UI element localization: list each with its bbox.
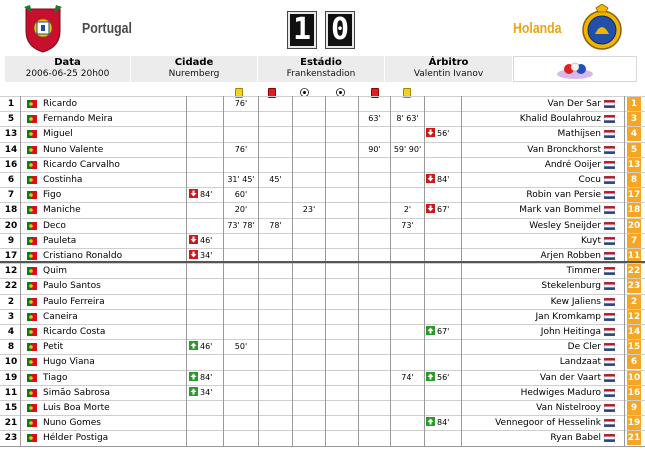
score-away: 0: [326, 12, 354, 48]
netherlands-crest-icon: [581, 4, 623, 52]
away-substitution: [426, 416, 461, 430]
home-team-name: Portugal: [82, 20, 132, 37]
table-row: [0, 415, 645, 430]
starters-subs-divider: [0, 261, 645, 263]
home-shirt-number: 20: [4, 220, 18, 231]
netherlands-flag-icon: [604, 237, 615, 245]
home-player-name: Ricardo: [43, 99, 77, 109]
table-row: [0, 111, 645, 126]
away-shirt-number: 20: [627, 220, 641, 231]
netherlands-flag-icon: [604, 206, 615, 214]
table-row: [0, 218, 645, 233]
home-shirt-number: 6: [4, 173, 18, 187]
netherlands-flag-icon: [604, 191, 615, 199]
home-player-name: Petit: [43, 342, 64, 353]
column-divider: [223, 96, 224, 447]
portugal-crest-icon: [22, 3, 64, 53]
table-row: [0, 294, 645, 309]
home-shirt-number: 10: [4, 357, 18, 368]
portugal-flag-icon: [27, 374, 37, 382]
away-substitution-minute: 67': [437, 205, 450, 215]
home-shirt-number: 5: [4, 112, 18, 126]
home-player-name: Maniche: [43, 205, 81, 216]
world-cup-logo-icon: [553, 59, 597, 81]
portugal-flag-icon: [27, 115, 37, 123]
home-shirt-number: 21: [4, 418, 18, 429]
away-player-name: Mark van Bommel: [519, 205, 601, 216]
substitution-in-icon: [189, 372, 198, 381]
away-player-name: Hedwiges Maduro: [520, 387, 601, 398]
portugal-flag-icon: [27, 252, 37, 260]
portugal-flag-icon: [27, 404, 37, 412]
info-city: [131, 56, 258, 82]
portugal-flag-icon: [27, 237, 37, 245]
stadium-value: Frankenstadion: [286, 69, 356, 79]
table-row: [0, 370, 645, 385]
home-substitution-minute: 46': [200, 342, 213, 352]
table-row: [0, 96, 645, 111]
netherlands-flag-icon: [604, 161, 615, 169]
away-player-name: Landzaat: [559, 357, 601, 368]
away-shirt-number: 12: [627, 311, 641, 322]
event-minutes: 90': [368, 144, 381, 154]
referee-label: Árbitro: [428, 57, 469, 68]
event-minutes: 50': [234, 342, 248, 352]
home-shirt-number: 11: [4, 387, 18, 398]
substitution-out-icon: [426, 128, 435, 137]
table-row: [0, 309, 645, 324]
home-substitution-minute: 46': [200, 235, 213, 245]
netherlands-flag-icon: [604, 434, 615, 442]
substitution-in-icon: [426, 417, 435, 426]
away-shirt-number: 4: [627, 127, 641, 141]
table-row: [0, 430, 645, 445]
away-shirt-number: 13: [627, 159, 641, 170]
netherlands-flag-icon: [604, 358, 615, 366]
table-row: [0, 400, 645, 415]
away-substitution: [426, 203, 461, 217]
home-player-name: Pauleta: [43, 235, 77, 246]
away-player-name: Khalid Boulahrouz: [519, 114, 601, 125]
away-player-name: Van der Vaart: [539, 372, 601, 383]
netherlands-flag-icon: [604, 115, 615, 123]
netherlands-flag-icon: [604, 343, 615, 351]
away-player-name: Van Bronckhorst: [527, 144, 601, 155]
away-shirt-number: 5: [627, 143, 641, 157]
away-player-name: Wesley Sneijder: [529, 220, 601, 231]
home-shirt-number: 23: [4, 433, 18, 444]
home-substitution-minute: 34': [200, 387, 213, 397]
netherlands-flag-icon: [604, 404, 615, 412]
home-player-name: Deco: [43, 220, 66, 231]
portugal-flag-icon: [27, 176, 37, 184]
home-player-name: Quim: [43, 266, 68, 277]
away-shirt-number: 15: [627, 342, 641, 353]
home-shirt-number: 22: [4, 281, 18, 292]
home-shirt-number: 13: [4, 129, 18, 140]
home-player-name: Simão Sabrosa: [43, 387, 111, 398]
netherlands-flag-icon: [604, 298, 615, 306]
home-player-name: Miguel: [43, 129, 73, 140]
table-row: [0, 142, 645, 157]
away-player-name: Mathijsen: [557, 129, 601, 140]
column-divider: [624, 96, 625, 447]
table-bottom-border: [0, 446, 645, 447]
info-date: [5, 56, 131, 82]
away-player-name: Van Nistelrooy: [536, 403, 601, 413]
away-shirt-number: 8: [627, 173, 641, 187]
event-minutes: 59' 90': [393, 144, 422, 154]
away-player-name: Vennegoor of Hesselink: [495, 418, 601, 429]
away-shirt-number: 7: [627, 234, 641, 248]
away-shirt-number: 14: [627, 327, 641, 337]
portugal-flag-icon: [27, 419, 37, 427]
away-shirt-number: 11: [627, 251, 641, 261]
event-minutes: 23': [302, 205, 316, 215]
column-divider: [258, 96, 259, 447]
away-substitution: [426, 325, 461, 339]
netherlands-flag-icon: [604, 374, 615, 382]
away-shirt-number: 23: [627, 281, 641, 292]
netherlands-flag-icon: [604, 176, 615, 184]
portugal-flag-icon: [27, 206, 37, 214]
home-shirt-number: 2: [4, 295, 18, 309]
info-stadium: [258, 56, 385, 82]
away-substitution: [426, 371, 461, 385]
away-shirt-number: 9: [627, 401, 641, 415]
event-minutes: 78': [269, 220, 282, 230]
home-shirt-number: 3: [4, 310, 18, 324]
portugal-flag-icon: [27, 298, 37, 306]
portugal-flag-icon: [27, 434, 37, 442]
column-divider: [20, 96, 21, 447]
home-player-name: Paulo Santos: [43, 281, 101, 292]
table-row: [0, 187, 645, 202]
away-substitution-minute: 67': [437, 327, 450, 336]
away-substitution: [426, 173, 461, 187]
home-shirt-number: 19: [4, 372, 18, 383]
netherlands-flag-icon: [604, 146, 615, 154]
event-minutes: 63': [368, 114, 381, 124]
home-shirt-number: 14: [4, 144, 18, 155]
netherlands-flag-icon: [604, 313, 615, 321]
away-shirt-number: 17: [627, 190, 641, 201]
home-player-name: Luis Boa Morte: [43, 403, 110, 413]
away-player-name: Jan Kromkamp: [535, 311, 601, 322]
netherlands-flag-icon: [604, 419, 615, 427]
away-substitution-minute: 56': [437, 129, 450, 139]
home-player-name: Nuno Gomes: [43, 418, 101, 429]
away-player-name: Arjen Robben: [540, 251, 601, 261]
event-minutes: 73': [401, 220, 414, 230]
netherlands-flag-icon: [604, 252, 615, 260]
away-player-name: Ryan Babel: [550, 433, 601, 444]
table-row: [0, 339, 645, 354]
table-row: [0, 126, 645, 141]
away-substitution-minute: 84': [437, 418, 450, 428]
home-player-name: Hugo Viana: [43, 357, 95, 368]
city-value: Nuremberg: [168, 69, 220, 79]
portugal-flag-icon: [27, 130, 37, 138]
world-cup-logo: [513, 56, 637, 82]
portugal-flag-icon: [27, 267, 37, 275]
away-substitution: [426, 127, 461, 141]
away-player-name: André Ooijer: [544, 159, 601, 170]
match-header: [0, 0, 645, 56]
away-player-name: Cocu: [578, 175, 601, 185]
home-substitution-minute: 34': [200, 251, 213, 260]
portugal-flag-icon: [27, 222, 37, 230]
home-player-name: Figo: [43, 190, 62, 201]
substitution-in-icon: [426, 372, 435, 381]
table-row: [0, 157, 645, 172]
home-shirt-number: 7: [4, 188, 18, 202]
event-minutes: 76': [234, 144, 248, 154]
away-shirt-number: 16: [627, 387, 641, 398]
column-divider: [461, 96, 462, 447]
home-player-name: Costinha: [43, 175, 83, 185]
home-player-name: Fernando Meira: [43, 114, 113, 125]
away-player-name: Van Der Sar: [547, 99, 601, 109]
column-divider: [186, 96, 187, 447]
netherlands-flag-icon: [604, 282, 615, 290]
table-row: [0, 278, 645, 293]
event-minutes: 20': [234, 205, 248, 215]
home-player-name: Ricardo Carvalho: [43, 159, 120, 170]
away-player-name: Kuyt: [580, 235, 601, 246]
netherlands-flag-icon: [604, 130, 615, 138]
home-substitution: [189, 386, 223, 400]
referee-value: Valentin Ivanov: [413, 69, 484, 79]
portugal-flag-icon: [27, 358, 37, 366]
event-minutes: 45': [269, 175, 282, 184]
netherlands-flag-icon: [604, 222, 615, 230]
stadium-label: Estádio: [300, 57, 342, 68]
substitution-in-icon: [426, 326, 435, 335]
portugal-flag-icon: [27, 313, 37, 321]
home-substitution: [189, 340, 223, 354]
table-row: [0, 324, 645, 339]
home-shirt-number: 1: [4, 97, 18, 111]
event-minutes: 74': [401, 372, 414, 382]
portugal-flag-icon: [27, 389, 37, 397]
home-substitution: [189, 234, 223, 248]
table-row: [0, 263, 645, 278]
substitution-out-icon: [189, 235, 198, 244]
home-shirt-number: 18: [4, 205, 18, 216]
portugal-flag-icon: [27, 100, 37, 108]
away-shirt-number: 18: [627, 205, 641, 216]
home-substitution-minute: 84': [200, 190, 213, 200]
substitution-out-icon: [189, 250, 198, 259]
home-shirt-number: 17: [4, 251, 18, 261]
event-minutes: 73' 78': [227, 220, 255, 230]
portugal-flag-icon: [27, 328, 37, 336]
home-player-name: Hélder Postiga: [43, 433, 109, 444]
away-shirt-number: 19: [627, 418, 641, 429]
away-player-name: Stekelenburg: [541, 281, 601, 292]
match-info-bar: [5, 56, 637, 82]
event-minutes: 8' 63': [396, 114, 419, 124]
netherlands-flag-icon: [604, 328, 615, 336]
score-home: 1: [288, 12, 316, 48]
column-divider: [325, 96, 326, 447]
substitution-out-icon: [426, 174, 435, 183]
home-shirt-number: 16: [4, 159, 18, 170]
date-value: 2006-06-25 20h00: [25, 69, 110, 79]
home-shirt-number: 4: [4, 325, 18, 339]
home-player-name: Ricardo Costa: [43, 327, 106, 337]
home-player-name: Paulo Ferreira: [43, 296, 105, 307]
home-player-name: Caneira: [43, 311, 78, 322]
away-shirt-number: 22: [627, 266, 641, 277]
away-shirt-number: 21: [627, 433, 641, 444]
netherlands-flag-icon: [604, 389, 615, 397]
away-player-name: De Cler: [567, 342, 601, 353]
portugal-flag-icon: [27, 343, 37, 351]
table-row: [0, 354, 645, 369]
home-player-name: Tiago: [43, 372, 68, 383]
table-row: [0, 172, 645, 187]
portugal-flag-icon: [27, 282, 37, 290]
event-minutes: 60': [234, 190, 248, 200]
away-shirt-number: 1: [627, 97, 641, 111]
portugal-flag-icon: [27, 146, 37, 154]
netherlands-flag-icon: [604, 267, 615, 275]
table-row: [0, 233, 645, 248]
home-substitution-minute: 84': [200, 372, 213, 382]
away-player-name: Kew Jaliens: [550, 296, 601, 307]
away-player-name: Timmer: [566, 266, 601, 277]
info-referee: [385, 56, 513, 82]
netherlands-flag-icon: [604, 100, 615, 108]
table-row: [0, 385, 645, 400]
column-divider: [390, 96, 391, 447]
home-substitution: [189, 188, 223, 202]
substitution-out-icon: [189, 189, 198, 198]
substitution-out-icon: [426, 204, 435, 213]
portugal-flag-icon: [27, 191, 37, 199]
away-player-name: Robin van Persie: [526, 190, 601, 201]
away-shirt-number: 2: [627, 295, 641, 309]
away-shirt-number: 6: [627, 355, 641, 369]
away-substitution-minute: 84': [437, 175, 450, 184]
away-shirt-number: 3: [627, 112, 641, 126]
column-divider: [358, 96, 359, 447]
substitution-in-icon: [189, 341, 198, 350]
date-label: Data: [54, 57, 81, 68]
home-shirt-number: 8: [4, 340, 18, 354]
city-label: Cidade: [174, 57, 214, 68]
substitution-in-icon: [189, 387, 198, 396]
column-divider: [292, 96, 293, 447]
event-minutes: 2': [403, 205, 412, 215]
away-substitution-minute: 56': [437, 372, 450, 382]
lineup-table: [0, 96, 645, 447]
event-minutes: 31' 45': [227, 175, 255, 184]
home-shirt-number: 12: [4, 266, 18, 277]
table-row: [0, 202, 645, 217]
portugal-flag-icon: [27, 161, 37, 169]
away-shirt-number: 10: [627, 372, 641, 383]
home-shirt-number: 15: [4, 403, 18, 413]
away-player-name: John Heitinga: [540, 327, 601, 337]
home-player-name: Cristiano Ronaldo: [43, 251, 123, 261]
column-divider: [424, 96, 425, 447]
event-minutes: 76': [234, 99, 248, 108]
home-substitution: [189, 371, 223, 385]
away-team-name: Holanda: [513, 20, 562, 37]
home-shirt-number: 9: [4, 234, 18, 248]
home-player-name: Nuno Valente: [43, 144, 104, 155]
